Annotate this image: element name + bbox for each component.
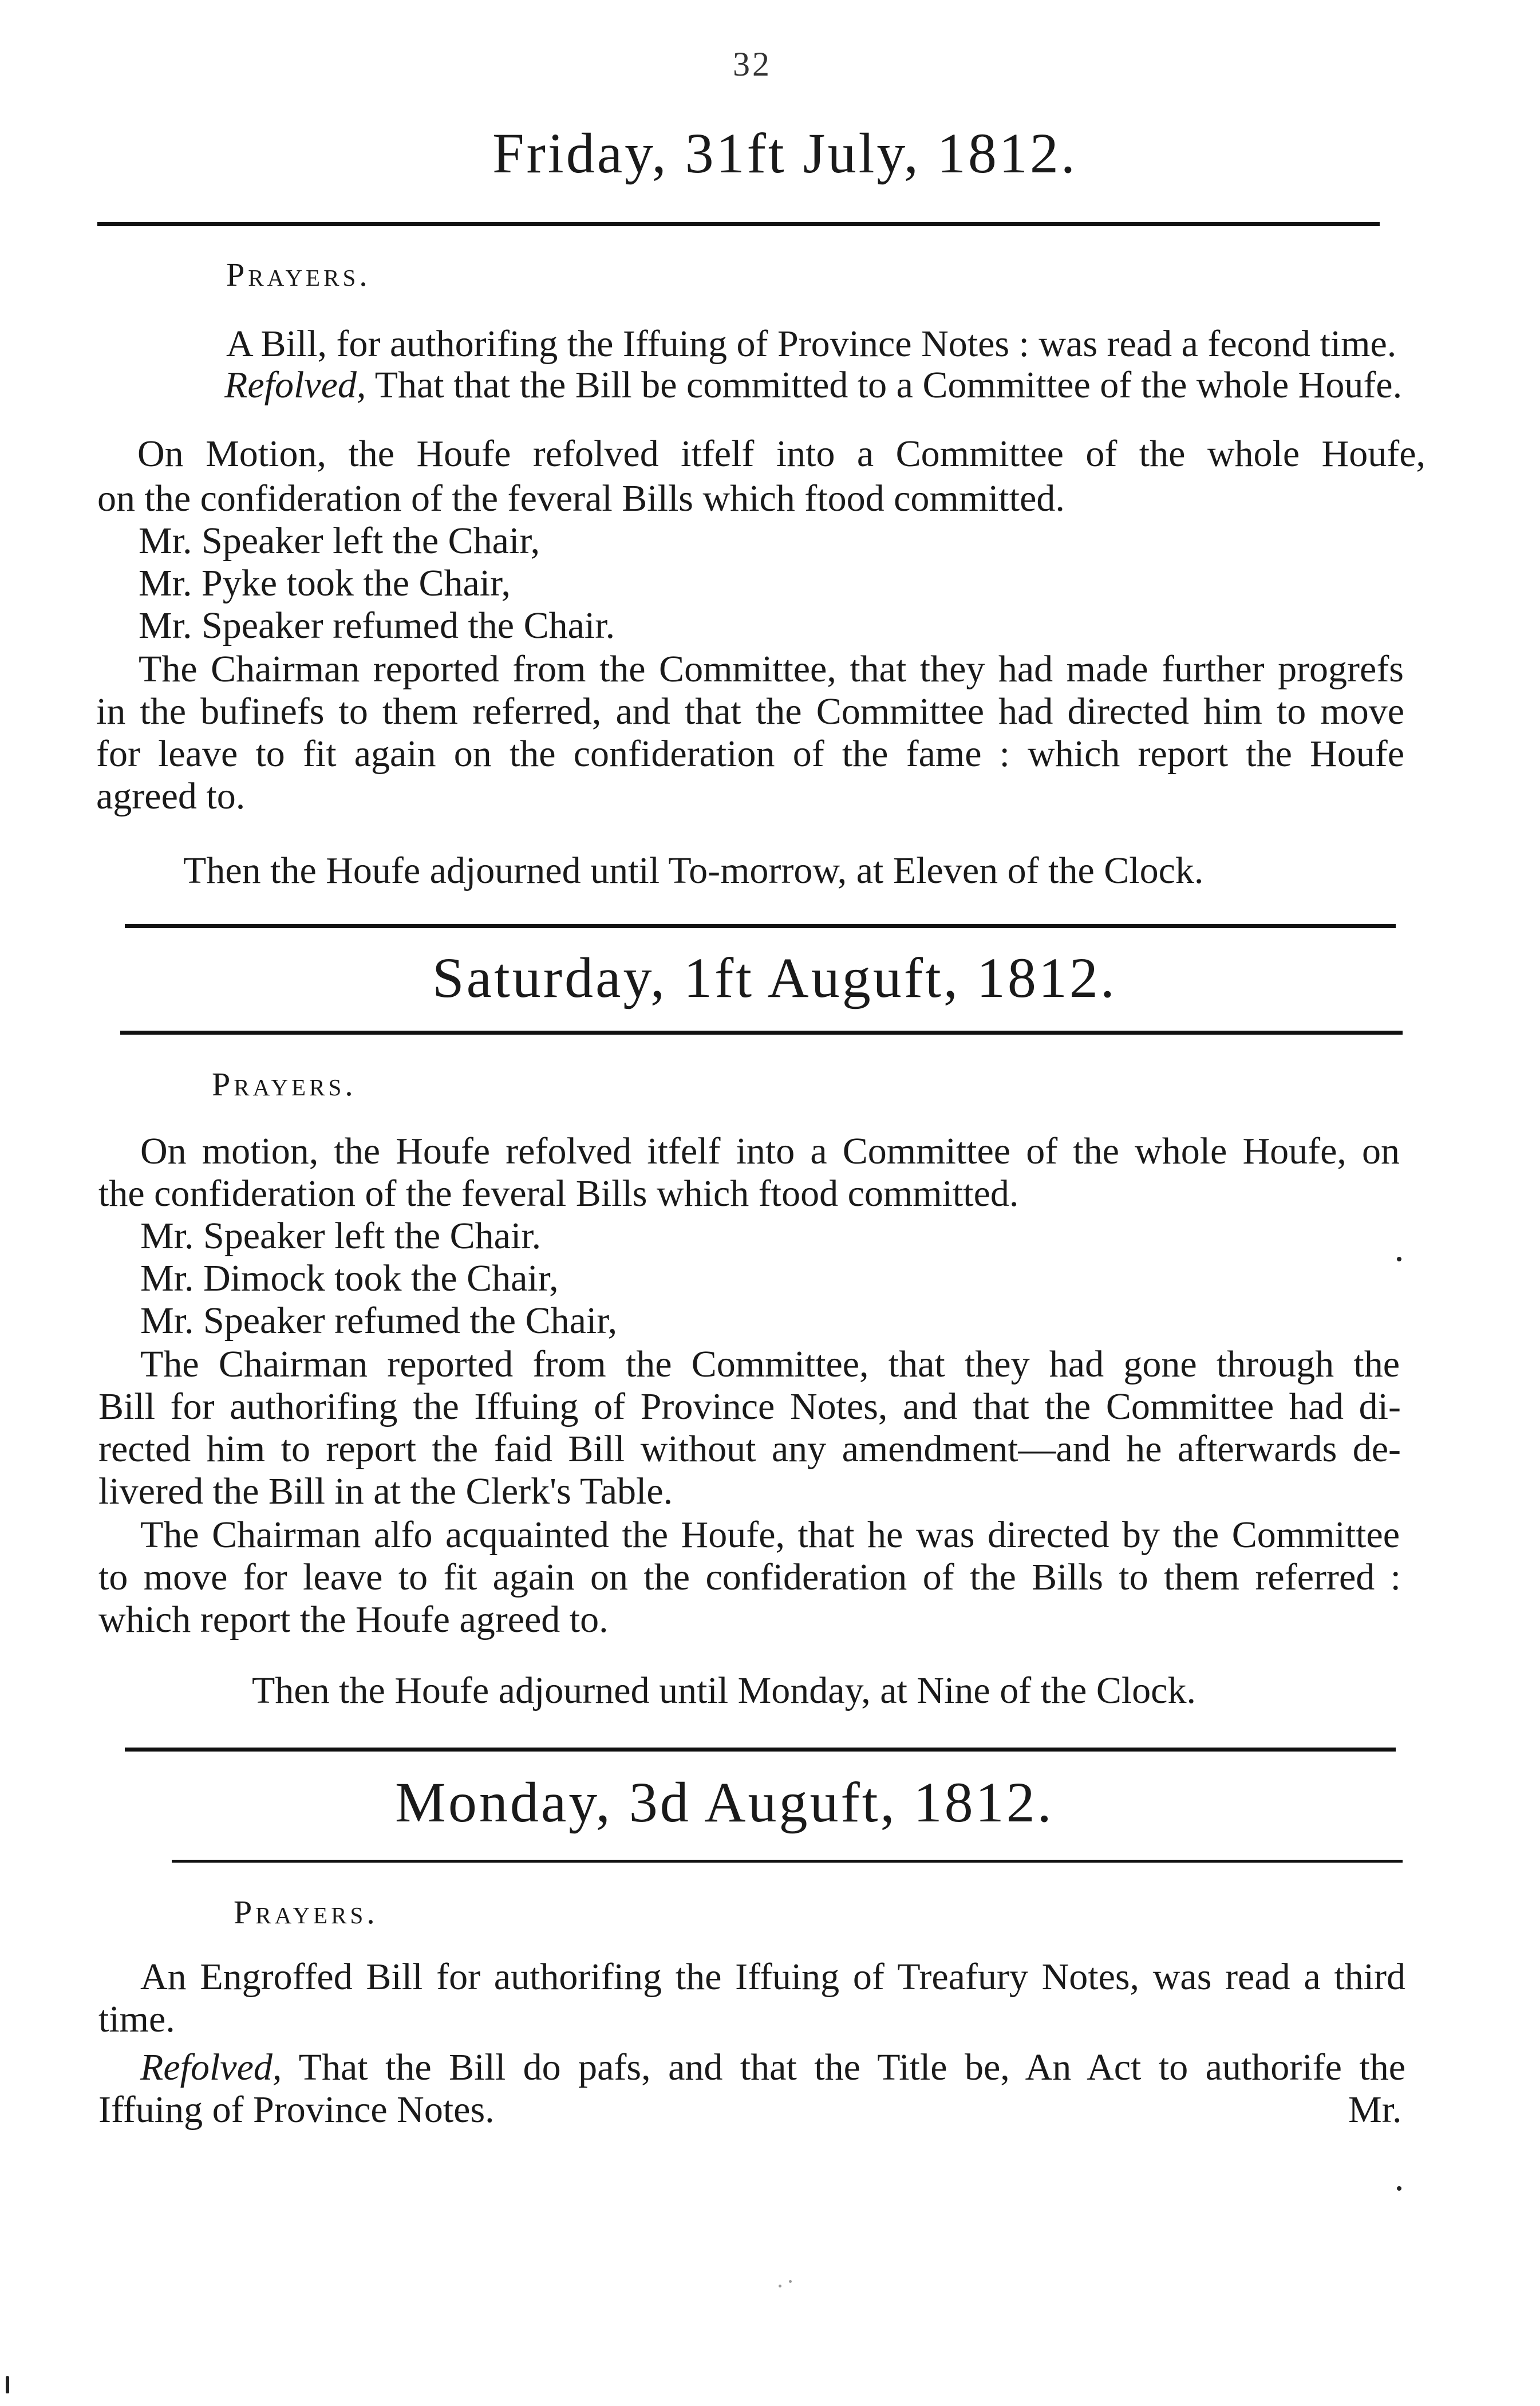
section-divider	[97, 222, 1380, 226]
section-divider	[120, 1031, 1403, 1035]
text-line: Iffuing of Province Notes.	[98, 2089, 495, 2131]
text-line: Mr. Speaker left the Chair.	[140, 1215, 542, 1257]
text-line: Mr. Pyke took the Chair,	[139, 562, 511, 604]
text-line: in the bufinefs to them referred, and that the Committee had directed him to move	[96, 691, 1404, 732]
text-line: for leave to fit again on the confideration of the fame : which report the Houfe	[96, 733, 1404, 775]
resolution-text: That the Bill do pafs, and that the Title be, An Act to authorife the	[298, 2046, 1405, 2088]
text-line: Bill for authorifing the Iffuing of Province Notes, and that the Committee had di-	[98, 1386, 1401, 1427]
prayers-heading: Prayers.	[212, 1066, 357, 1103]
text-line: On motion, the Houfe refolved itfelf into a Committee of the whole Houfe, on	[140, 1130, 1400, 1172]
scan-speck	[789, 2280, 792, 2283]
text-line: The Chairman reported from the Committee, that they had gone through the	[140, 1343, 1400, 1385]
text-line: to move for leave to fit again on the confideration of the Bills to them referred :	[98, 1556, 1401, 1598]
scan-speck	[1397, 1257, 1401, 1261]
resolution-line	[224, 366, 1402, 404]
text-line: which report the Houfe agreed to.	[98, 1599, 609, 1640]
prayers-heading: Prayers.	[226, 256, 371, 293]
section-date-friday: Friday, 31ft July, 1812.	[492, 121, 1077, 185]
text-line: On Motion, the Houfe refolved itfelf into a Committee of the whole Houfe,	[137, 433, 1426, 475]
text-line: time.	[98, 1998, 175, 2040]
text-line: the confideration of the feveral Bills which ftood committed.	[98, 1173, 1019, 1214]
scan-speck	[779, 2285, 781, 2287]
text-line: The Chairman reported from the Committee, that they had made further progrefs	[139, 648, 1404, 690]
adjournment-line: Then the Houfe adjourned until To-morrow, at Eleven of the Clock.	[183, 850, 1204, 892]
section-date-monday: Monday, 3d Auguft, 1812.	[395, 1770, 1054, 1834]
scan-speck	[6, 2376, 9, 2393]
page-number: 32	[733, 45, 772, 83]
section-divider	[125, 1748, 1396, 1752]
text-line: Mr. Dimock took the Chair,	[140, 1257, 559, 1299]
section-divider	[172, 1860, 1403, 1863]
text-line: A Bill, for authorifing the Iffuing of Province Notes : was read a fecond time.	[226, 323, 1397, 365]
text-line: livered the Bill in at the Clerk's Table.	[98, 1470, 673, 1512]
text-line: Mr. Speaker refumed the Chair,	[140, 1300, 618, 1342]
text-line: rected him to report the faid Bill without any amendment—and he afterwards de-	[98, 1428, 1401, 1470]
scan-speck	[1397, 2186, 1401, 2191]
adjournment-line: Then the Houfe adjourned until Monday, at Nine of the Clock.	[252, 1670, 1196, 1711]
resolved-label: Refolved,	[224, 364, 366, 406]
resolution-line	[140, 2046, 1405, 2088]
section-date-saturday: Saturday, 1ft Auguft, 1812.	[432, 946, 1117, 1009]
resolved-label: Refolved,	[140, 2046, 282, 2088]
text-line: agreed to.	[96, 775, 246, 817]
text-line: An Engroffed Bill for authorifing the Iffuing of Treafury Notes, was read a third	[140, 1956, 1405, 1998]
text-line: Mr. Speaker left the Chair,	[139, 520, 540, 562]
text-line: Mr. Speaker refumed the Chair.	[139, 605, 615, 646]
prayers-heading: Prayers.	[234, 1894, 378, 1931]
resolution-text: That that the Bill be committed to a Committee of the whole Houfe.	[374, 364, 1403, 406]
section-divider	[125, 924, 1396, 928]
text-line: The Chairman alfo acquainted the Houfe, that he was directed by the Committee	[140, 1514, 1400, 1556]
catchword: Mr.	[1348, 2089, 1402, 2131]
text-line: on the confideration of the feveral Bills which ftood committed.	[97, 478, 1065, 519]
